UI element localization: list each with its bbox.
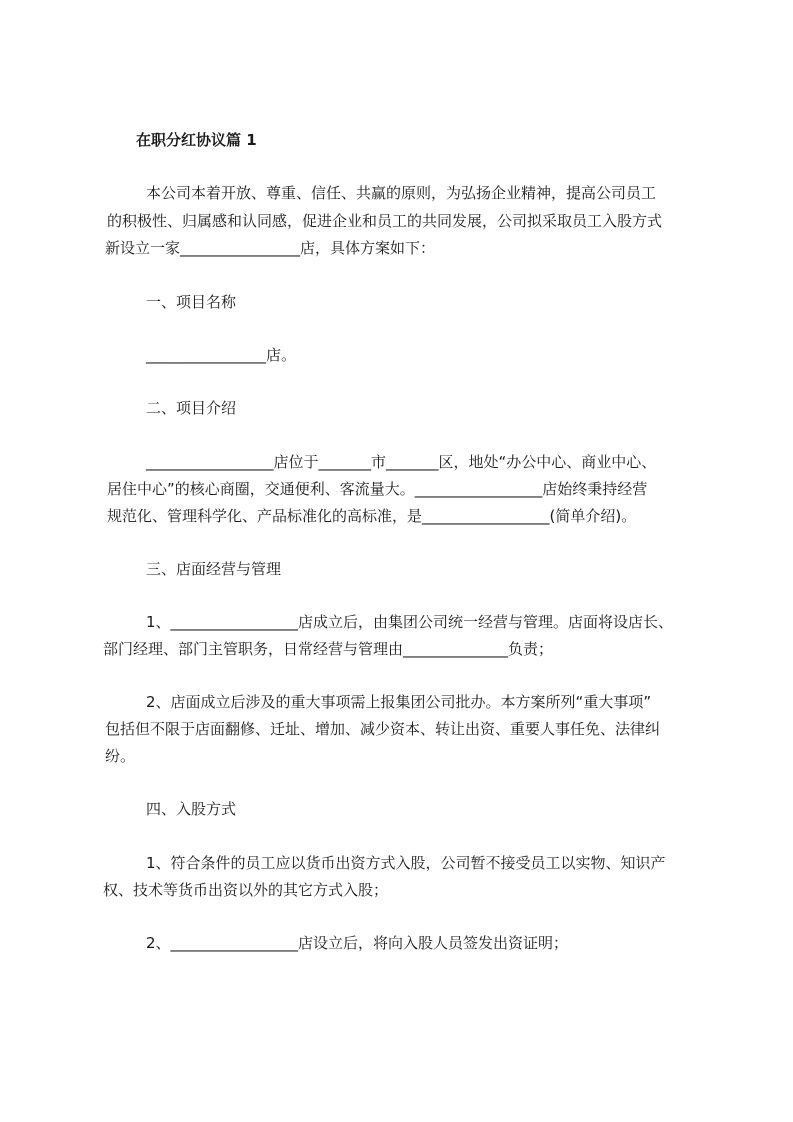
intro-line-1: 本公司本着开放、尊重、信任、共赢的原则，为弘扬企业精神，提高公司员工 [146, 184, 657, 202]
document-title: 在职分红协议篇 1 [136, 131, 257, 149]
section-2-line-1: _________________店位于_______市_______区，地处“办公中心、商业中心、 [146, 453, 657, 471]
intro-line-3: 新设立一家________________店，具体方案如下： [105, 239, 436, 257]
section-4-p1-line-2: 权、技术等货币出资以外的其它方式入股； [103, 881, 389, 899]
section-3-p1-line-1: 1、_________________店成立后，由集团公司统一经营与管理。店面将设店长、 [146, 613, 674, 631]
intro-line-2: 的积极性、归属感和认同感，促进企业和员工的共同发展，公司拟采取员工入股方式 [107, 212, 663, 230]
section-3-p2-line-3: 纷。 [105, 747, 136, 765]
section-4-heading: 四、入股方式 [146, 800, 237, 818]
section-4-p2-line-1: 2、_________________店设立后，将向入股人员签发出资证明； [146, 934, 569, 952]
section-3-p2-line-2: 包括但不限于店面翻修、迁址、增加、减少资本、转让出资、重要人事任免、法律纠 [105, 720, 661, 738]
section-3-heading: 三、店面经营与管理 [146, 560, 282, 578]
section-4-p1-line-1: 1、符合条件的员工应以货币出资方式入股，公司暂不接受员工以实物、知识产 [146, 854, 666, 872]
section-2-heading: 二、项目介绍 [146, 399, 237, 417]
section-2-line-2: 居住中心”的核心商圈，交通便利、客流量大。_________________店始终秉持经营 [107, 480, 648, 498]
section-1-heading: 一、项目名称 [146, 293, 237, 311]
section-1-line-1: ________________店。 [146, 346, 297, 364]
section-2-line-3: 规范化、管理科学化、产品标准化的高标准，是_________________(简单介绍)。 [107, 507, 637, 525]
section-3-p1-line-2: 部门经理、部门主管职务，日常经营与管理由______________负责； [103, 640, 554, 658]
section-3-p2-line-1: 2、店面成立后涉及的重大事项需上报集团公司批办。本方案所列“重大事项” [146, 693, 652, 711]
